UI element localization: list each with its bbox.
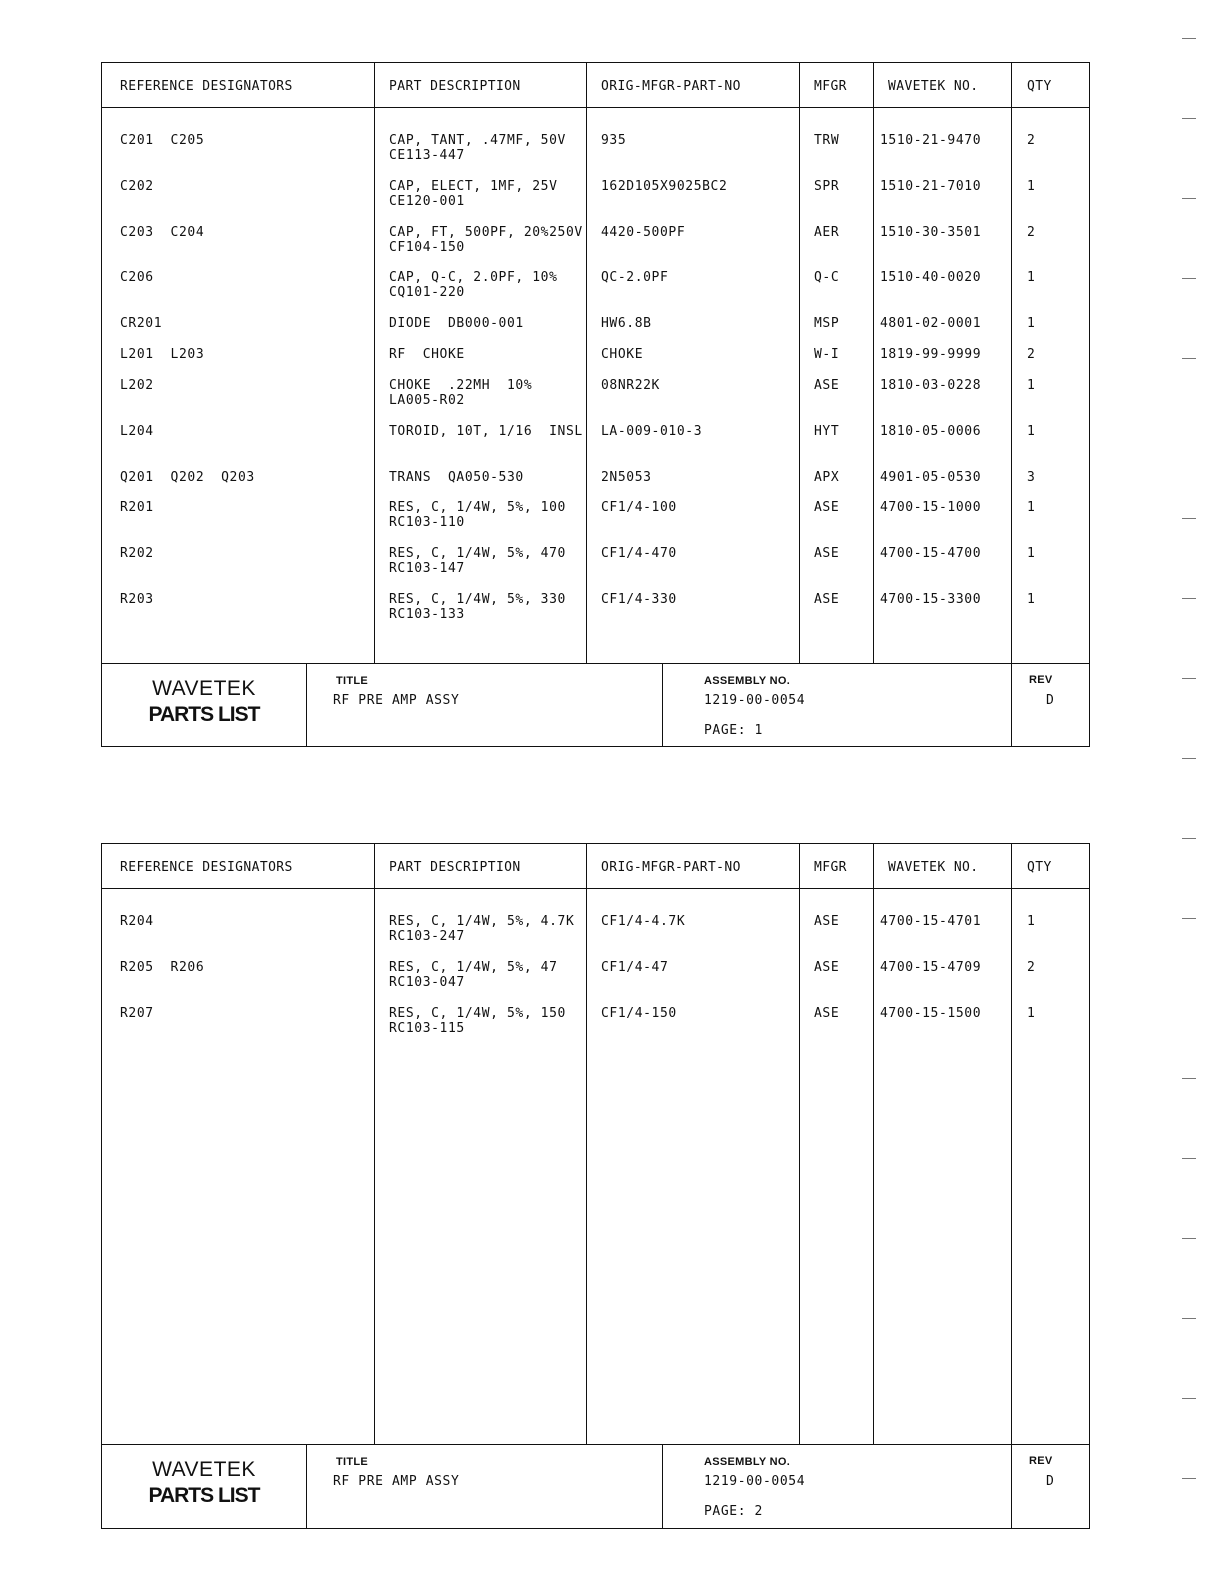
cell-wno: 1510-30-3501 <box>880 225 982 240</box>
cell-desc: RES, C, 1/4W, 5%, 4.7K RC103-247 <box>389 914 575 944</box>
title-label: TITLE <box>336 1456 369 1468</box>
margin-tick <box>1182 838 1196 839</box>
cell-orig: CF1/4-100 <box>601 500 677 515</box>
cell-mfgr: W-I <box>814 347 840 362</box>
footer-divider-v <box>662 1444 663 1528</box>
cell-wno: 1510-21-7010 <box>880 179 982 194</box>
col-divider <box>799 63 800 663</box>
cell-ref: R202 <box>120 546 154 561</box>
margin-tick <box>1182 198 1196 199</box>
cell-qty: 1 <box>1027 546 1036 561</box>
cell-desc: DIODE DB000-001 <box>389 316 524 331</box>
cell-wno: 4700-15-4709 <box>880 960 982 975</box>
margin-tick <box>1182 1238 1196 1239</box>
assembly-number: 1219-00-0054 <box>704 1474 806 1489</box>
margin-tick <box>1182 358 1196 359</box>
cell-ref: C202 <box>120 179 154 194</box>
cell-mfgr: SPR <box>814 179 840 194</box>
parts-list-sheet-2 <box>101 843 1090 1529</box>
cell-desc: CAP, Q-C, 2.0PF, 10% CQ101-220 <box>389 270 558 300</box>
rev-label: REV <box>1029 674 1053 686</box>
cell-desc: TRANS QA050-530 <box>389 470 524 485</box>
cell-ref: L201 L203 <box>120 347 205 362</box>
cell-qty: 2 <box>1027 133 1036 148</box>
cell-mfgr: ASE <box>814 592 840 607</box>
page-number: PAGE: 1 <box>704 723 763 738</box>
header-orig: ORIG-MFGR-PART-NO <box>601 79 741 94</box>
cell-orig: CF1/4-150 <box>601 1006 677 1021</box>
cell-wno: 1810-03-0228 <box>880 378 982 393</box>
cell-mfgr: ASE <box>814 960 840 975</box>
margin-tick <box>1182 1078 1196 1079</box>
assembly-label: ASSEMBLY NO. <box>704 1456 791 1468</box>
cell-desc: CAP, TANT, .47MF, 50V CE113-447 <box>389 133 566 163</box>
cell-mfgr: TRW <box>814 133 840 148</box>
cell-wno: 4700-15-4701 <box>880 914 982 929</box>
cell-qty: 1 <box>1027 378 1036 393</box>
cell-desc: CAP, ELECT, 1MF, 25V CE120-001 <box>389 179 558 209</box>
footer-divider-v <box>1011 663 1012 747</box>
logo-subtitle: PARTS LIST <box>148 1484 260 1507</box>
col-divider <box>374 63 375 663</box>
title-label: TITLE <box>336 675 369 687</box>
logo-subtitle: PARTS LIST <box>148 703 260 726</box>
col-divider <box>873 844 874 1444</box>
cell-wno: 4700-15-1000 <box>880 500 982 515</box>
cell-mfgr: ASE <box>814 378 840 393</box>
cell-ref: C201 C205 <box>120 133 205 148</box>
cell-wno: 1810-05-0006 <box>880 424 982 439</box>
col-divider <box>799 844 800 1444</box>
cell-wno: 1510-21-9470 <box>880 133 982 148</box>
header-ref: REFERENCE DESIGNATORS <box>120 860 293 875</box>
cell-orig: HW6.8B <box>601 316 652 331</box>
header-divider <box>102 107 1089 108</box>
parts-list-sheet-1 <box>101 62 1090 747</box>
cell-wno: 4700-15-3300 <box>880 592 982 607</box>
margin-tick <box>1182 118 1196 119</box>
col-divider <box>1011 63 1012 663</box>
cell-mfgr: APX <box>814 470 840 485</box>
margin-tick <box>1182 278 1196 279</box>
cell-mfgr: AER <box>814 225 840 240</box>
cell-wno: 1819-99-9999 <box>880 347 982 362</box>
margin-tick <box>1182 1318 1196 1319</box>
cell-wno: 4700-15-4700 <box>880 546 982 561</box>
header-desc: PART DESCRIPTION <box>389 79 521 94</box>
logo-name: WAVETEK <box>152 1458 256 1481</box>
footer-divider-v <box>306 1444 307 1528</box>
cell-ref: R204 <box>120 914 154 929</box>
header-wavetek-no: WAVETEK NO. <box>888 860 979 875</box>
cell-qty: 1 <box>1027 592 1036 607</box>
margin-tick <box>1182 1158 1196 1159</box>
assembly-title: RF PRE AMP ASSY <box>333 693 460 708</box>
cell-desc: RES, C, 1/4W, 5%, 47 RC103-047 <box>389 960 558 990</box>
col-divider <box>586 63 587 663</box>
cell-qty: 1 <box>1027 1006 1036 1021</box>
cell-qty: 1 <box>1027 500 1036 515</box>
header-wavetek-no: WAVETEK NO. <box>888 79 979 94</box>
margin-tick <box>1182 518 1196 519</box>
header-divider <box>102 888 1089 889</box>
cell-ref: R203 <box>120 592 154 607</box>
cell-mfgr: ASE <box>814 500 840 515</box>
header-qty: QTY <box>1027 860 1052 875</box>
cell-desc: TOROID, 10T, 1/16 INSL <box>389 424 583 439</box>
col-divider <box>374 844 375 1444</box>
cell-desc: RES, C, 1/4W, 5%, 470 RC103-147 <box>389 546 566 576</box>
cell-desc: CHOKE .22MH 10% LA005-R02 <box>389 378 533 408</box>
cell-wno: 4801-02-0001 <box>880 316 982 331</box>
cell-qty: 3 <box>1027 470 1036 485</box>
cell-mfgr: ASE <box>814 1006 840 1021</box>
cell-mfgr: Q-C <box>814 270 840 285</box>
cell-ref: CR201 <box>120 316 163 331</box>
header-ref: REFERENCE DESIGNATORS <box>120 79 293 94</box>
margin-tick <box>1182 918 1196 919</box>
cell-ref: R201 <box>120 500 154 515</box>
rev-value: D <box>1046 1474 1055 1489</box>
cell-ref: R205 R206 <box>120 960 205 975</box>
cell-wno: 4700-15-1500 <box>880 1006 982 1021</box>
col-divider <box>586 844 587 1444</box>
cell-ref: R207 <box>120 1006 154 1021</box>
header-desc: PART DESCRIPTION <box>389 860 521 875</box>
cell-orig: CF1/4-4.7K <box>601 914 686 929</box>
cell-qty: 1 <box>1027 914 1036 929</box>
cell-orig: 2N5053 <box>601 470 652 485</box>
footer-divider-v <box>1011 1444 1012 1528</box>
cell-orig: 935 <box>601 133 627 148</box>
cell-ref: Q201 Q202 Q203 <box>120 470 255 485</box>
header-qty: QTY <box>1027 79 1052 94</box>
cell-desc: CAP, FT, 500PF, 20%250V CF104-150 <box>389 225 583 255</box>
cell-orig: CF1/4-330 <box>601 592 677 607</box>
cell-qty: 1 <box>1027 270 1036 285</box>
cell-wno: 4901-05-0530 <box>880 470 982 485</box>
logo-name: WAVETEK <box>152 677 256 700</box>
cell-ref: L202 <box>120 378 154 393</box>
cell-orig: 4420-500PF <box>601 225 686 240</box>
margin-tick <box>1182 758 1196 759</box>
margin-tick <box>1182 38 1196 39</box>
cell-orig: QC-2.0PF <box>601 270 669 285</box>
cell-qty: 2 <box>1027 347 1036 362</box>
assembly-title: RF PRE AMP ASSY <box>333 1474 460 1489</box>
cell-qty: 1 <box>1027 316 1036 331</box>
assembly-label: ASSEMBLY NO. <box>704 675 791 687</box>
wavetek-logo <box>102 1444 306 1528</box>
col-divider <box>1011 844 1012 1444</box>
cell-desc: RES, C, 1/4W, 5%, 330 RC103-133 <box>389 592 566 622</box>
col-divider <box>873 63 874 663</box>
margin-tick <box>1182 1398 1196 1399</box>
title-block <box>102 1444 1089 1528</box>
cell-desc: RF CHOKE <box>389 347 465 362</box>
footer-divider-v <box>306 663 307 747</box>
cell-mfgr: ASE <box>814 914 840 929</box>
header-orig: ORIG-MFGR-PART-NO <box>601 860 741 875</box>
rev-value: D <box>1046 693 1055 708</box>
cell-orig: CHOKE <box>601 347 644 362</box>
footer-divider-v <box>662 663 663 747</box>
header-mfgr: MFGR <box>814 79 847 94</box>
cell-orig: 08NR22K <box>601 378 660 393</box>
cell-orig: LA-009-010-3 <box>601 424 703 439</box>
cell-qty: 1 <box>1027 179 1036 194</box>
rev-label: REV <box>1029 1455 1053 1467</box>
cell-mfgr: MSP <box>814 316 840 331</box>
cell-wno: 1510-40-0020 <box>880 270 982 285</box>
cell-mfgr: ASE <box>814 546 840 561</box>
cell-desc: RES, C, 1/4W, 5%, 100 RC103-110 <box>389 500 566 530</box>
cell-orig: CF1/4-470 <box>601 546 677 561</box>
assembly-number: 1219-00-0054 <box>704 693 806 708</box>
margin-tick <box>1182 1478 1196 1479</box>
cell-mfgr: HYT <box>814 424 840 439</box>
cell-ref: C206 <box>120 270 154 285</box>
header-mfgr: MFGR <box>814 860 847 875</box>
cell-ref: C203 C204 <box>120 225 205 240</box>
title-block <box>102 663 1089 747</box>
cell-qty: 2 <box>1027 225 1036 240</box>
cell-orig: 162D105X9025BC2 <box>601 179 728 194</box>
wavetek-logo <box>102 663 306 747</box>
cell-qty: 2 <box>1027 960 1036 975</box>
cell-desc: RES, C, 1/4W, 5%, 150 RC103-115 <box>389 1006 566 1036</box>
page-number: PAGE: 2 <box>704 1504 763 1519</box>
cell-orig: CF1/4-47 <box>601 960 669 975</box>
margin-tick <box>1182 678 1196 679</box>
cell-ref: L204 <box>120 424 154 439</box>
margin-tick <box>1182 598 1196 599</box>
cell-qty: 1 <box>1027 424 1036 439</box>
